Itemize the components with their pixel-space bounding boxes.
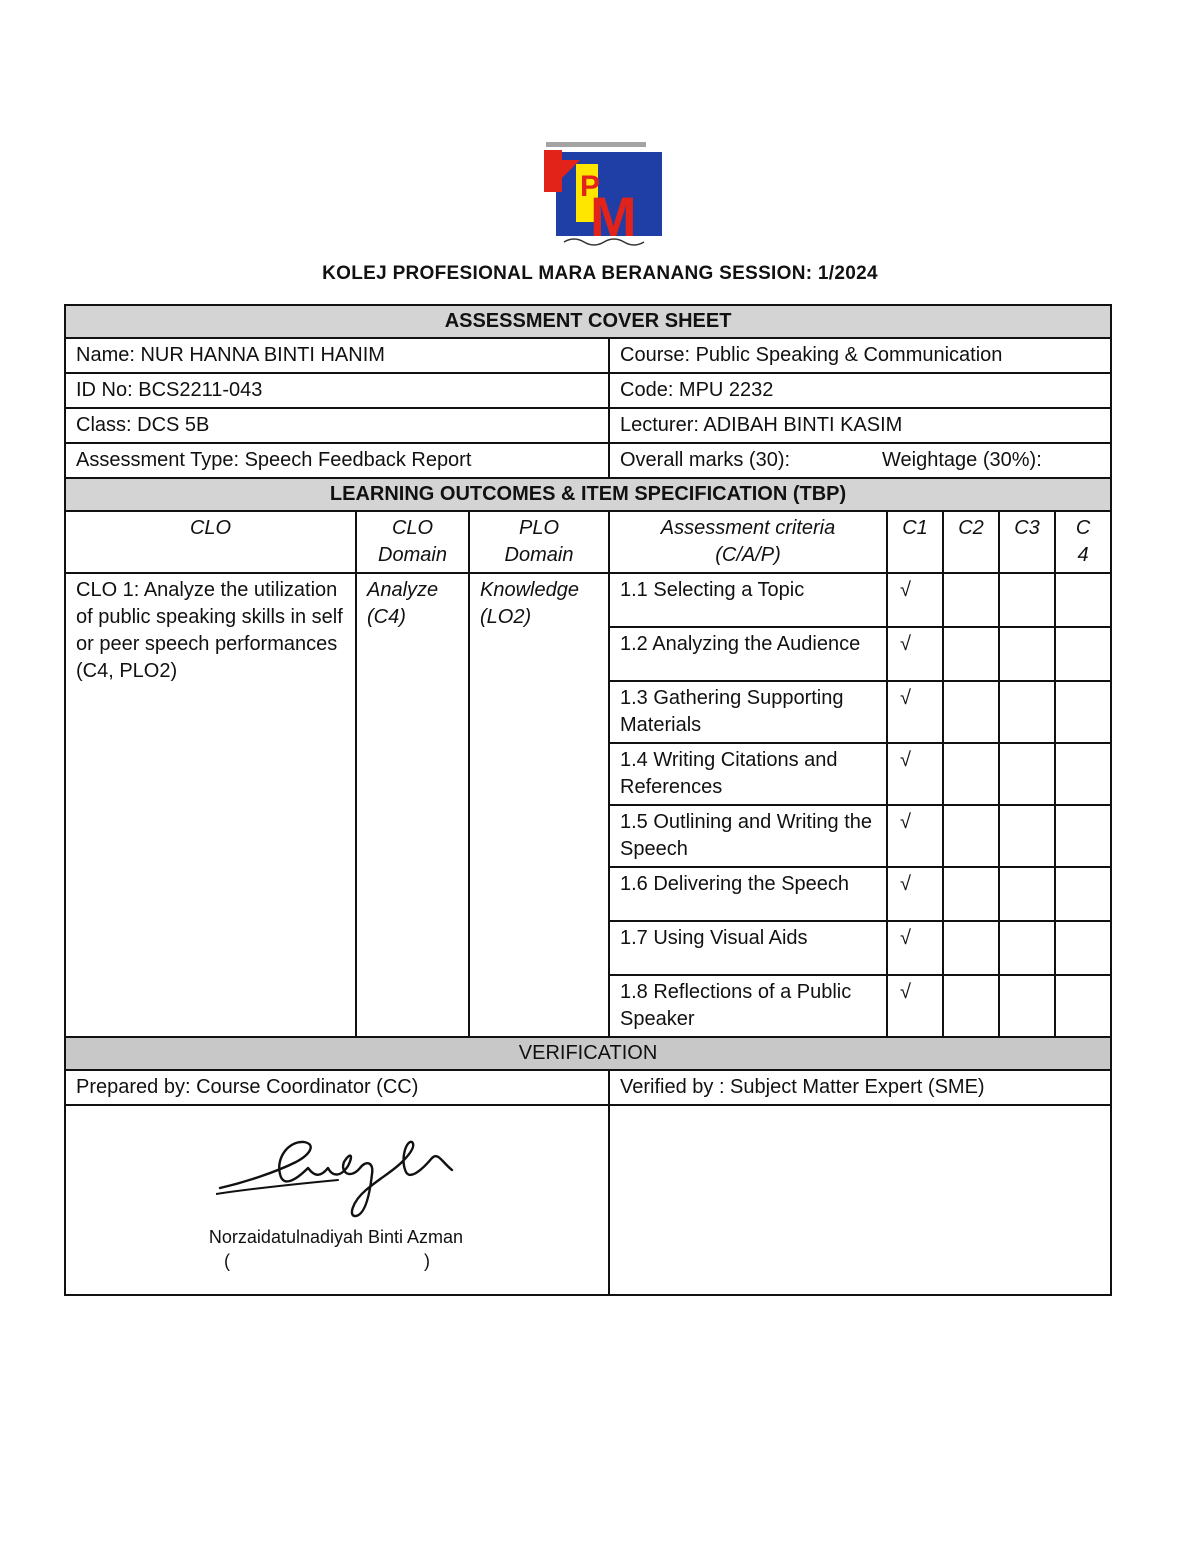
c4-cell xyxy=(1055,975,1111,1037)
c3-cell xyxy=(999,805,1055,867)
c1-check: √ xyxy=(887,627,943,681)
col-clo-domain: CLO Domain xyxy=(356,511,469,573)
assessment-cover-table xyxy=(64,304,1112,1296)
prepared-signature-box: Norzaidatulnadiyah Binti Azman ( ) xyxy=(65,1105,609,1295)
verified-signature-box xyxy=(609,1105,1111,1295)
c2-cell xyxy=(943,921,999,975)
c2-cell xyxy=(943,867,999,921)
criteria-label: 1.7 Using Visual Aids xyxy=(609,921,887,975)
criteria-row xyxy=(65,573,1111,627)
c4-cell xyxy=(1055,681,1111,743)
kpm-logo xyxy=(542,138,666,250)
c2-cell xyxy=(943,573,999,627)
clo-domain: Analyze (C4) xyxy=(356,573,469,1037)
page-title: KOLEJ PROFESIONAL MARA BERANANG SESSION: 1/2024 xyxy=(322,263,878,284)
course-code: Code: MPU 2232 xyxy=(609,373,1111,408)
c3-cell xyxy=(999,573,1055,627)
c1-check: √ xyxy=(887,805,943,867)
c1-check: √ xyxy=(887,573,943,627)
c3-cell xyxy=(999,867,1055,921)
c3-cell xyxy=(999,743,1055,805)
marks-weightage xyxy=(609,443,1111,478)
criteria-label: 1.8 Reflections of a Public Speaker xyxy=(609,975,887,1037)
c4-cell xyxy=(1055,627,1111,681)
c3-cell xyxy=(999,681,1055,743)
course-name: Course: Public Speaking & Communication xyxy=(609,338,1111,373)
col-clo: CLO xyxy=(65,511,356,573)
assessment-type: Assessment Type: Speech Feedback Report xyxy=(65,443,609,478)
c1-check: √ xyxy=(887,743,943,805)
cover-heading: ASSESSMENT COVER SHEET xyxy=(65,305,1111,338)
svg-text:P: P xyxy=(580,170,601,203)
criteria-label: 1.3 Gathering Supporting Materials xyxy=(609,681,887,743)
c4-cell xyxy=(1055,867,1111,921)
student-class: Class: DCS 5B xyxy=(65,408,609,443)
col-plo-domain: PLO Domain xyxy=(469,511,609,573)
c4-cell xyxy=(1055,805,1111,867)
verified-by: Verified by : Subject Matter Expert (SME) xyxy=(609,1070,1111,1105)
overall-marks: Overall marks (30): xyxy=(620,449,791,471)
c3-cell xyxy=(999,975,1055,1037)
c1-check: √ xyxy=(887,975,943,1037)
signatory-name: Norzaidatulnadiyah Binti Azman xyxy=(208,1227,464,1247)
col-c1: C1 xyxy=(887,511,943,573)
student-name: Name: NUR HANNA BINTI HANIM xyxy=(65,338,609,373)
criteria-label: 1.5 Outlining and Writing the Speech xyxy=(609,805,887,867)
c3-cell xyxy=(999,921,1055,975)
lecturer-name: Lecturer: ADIBAH BINTI KASIM xyxy=(609,408,1111,443)
outcomes-heading: LEARNING OUTCOMES & ITEM SPECIFICATION (TBP) xyxy=(65,478,1111,511)
c1-check: √ xyxy=(887,681,943,743)
col-c3: C3 xyxy=(999,511,1055,573)
criteria-label: 1.4 Writing Citations and References xyxy=(609,743,887,805)
c2-cell xyxy=(943,681,999,743)
col-c2: C2 xyxy=(943,511,999,573)
c2-cell xyxy=(943,743,999,805)
criteria-label: 1.1 Selecting a Topic xyxy=(609,573,887,627)
criteria-label: 1.2 Analyzing the Audience xyxy=(609,627,887,681)
clo-text: CLO 1: Analyze the utilization of public speaking skills in self or peer speech performances (C4, PLO2) xyxy=(65,573,356,1037)
prepared-by: Prepared by: Course Coordinator (CC) xyxy=(65,1070,609,1105)
c1-check: √ xyxy=(887,867,943,921)
c4-cell xyxy=(1055,921,1111,975)
criteria-label: 1.6 Delivering the Speech xyxy=(609,867,887,921)
signature-image xyxy=(216,1132,461,1227)
c4-cell xyxy=(1055,743,1111,805)
c3-cell xyxy=(999,627,1055,681)
col-criteria: Assessment criteria (C/A/P) xyxy=(609,511,887,573)
weightage: Weightage (30%): xyxy=(882,449,1042,471)
c2-cell xyxy=(943,975,999,1037)
c2-cell xyxy=(943,627,999,681)
student-id: ID No: BCS2211-043 xyxy=(65,373,609,408)
c4-cell xyxy=(1055,573,1111,627)
c1-check: √ xyxy=(887,921,943,975)
col-c4: C 4 xyxy=(1055,511,1111,573)
svg-text:M: M xyxy=(590,185,637,248)
plo-domain: Knowledge (LO2) xyxy=(469,573,609,1037)
c2-cell xyxy=(943,805,999,867)
verification-heading: VERIFICATION xyxy=(65,1037,1111,1070)
